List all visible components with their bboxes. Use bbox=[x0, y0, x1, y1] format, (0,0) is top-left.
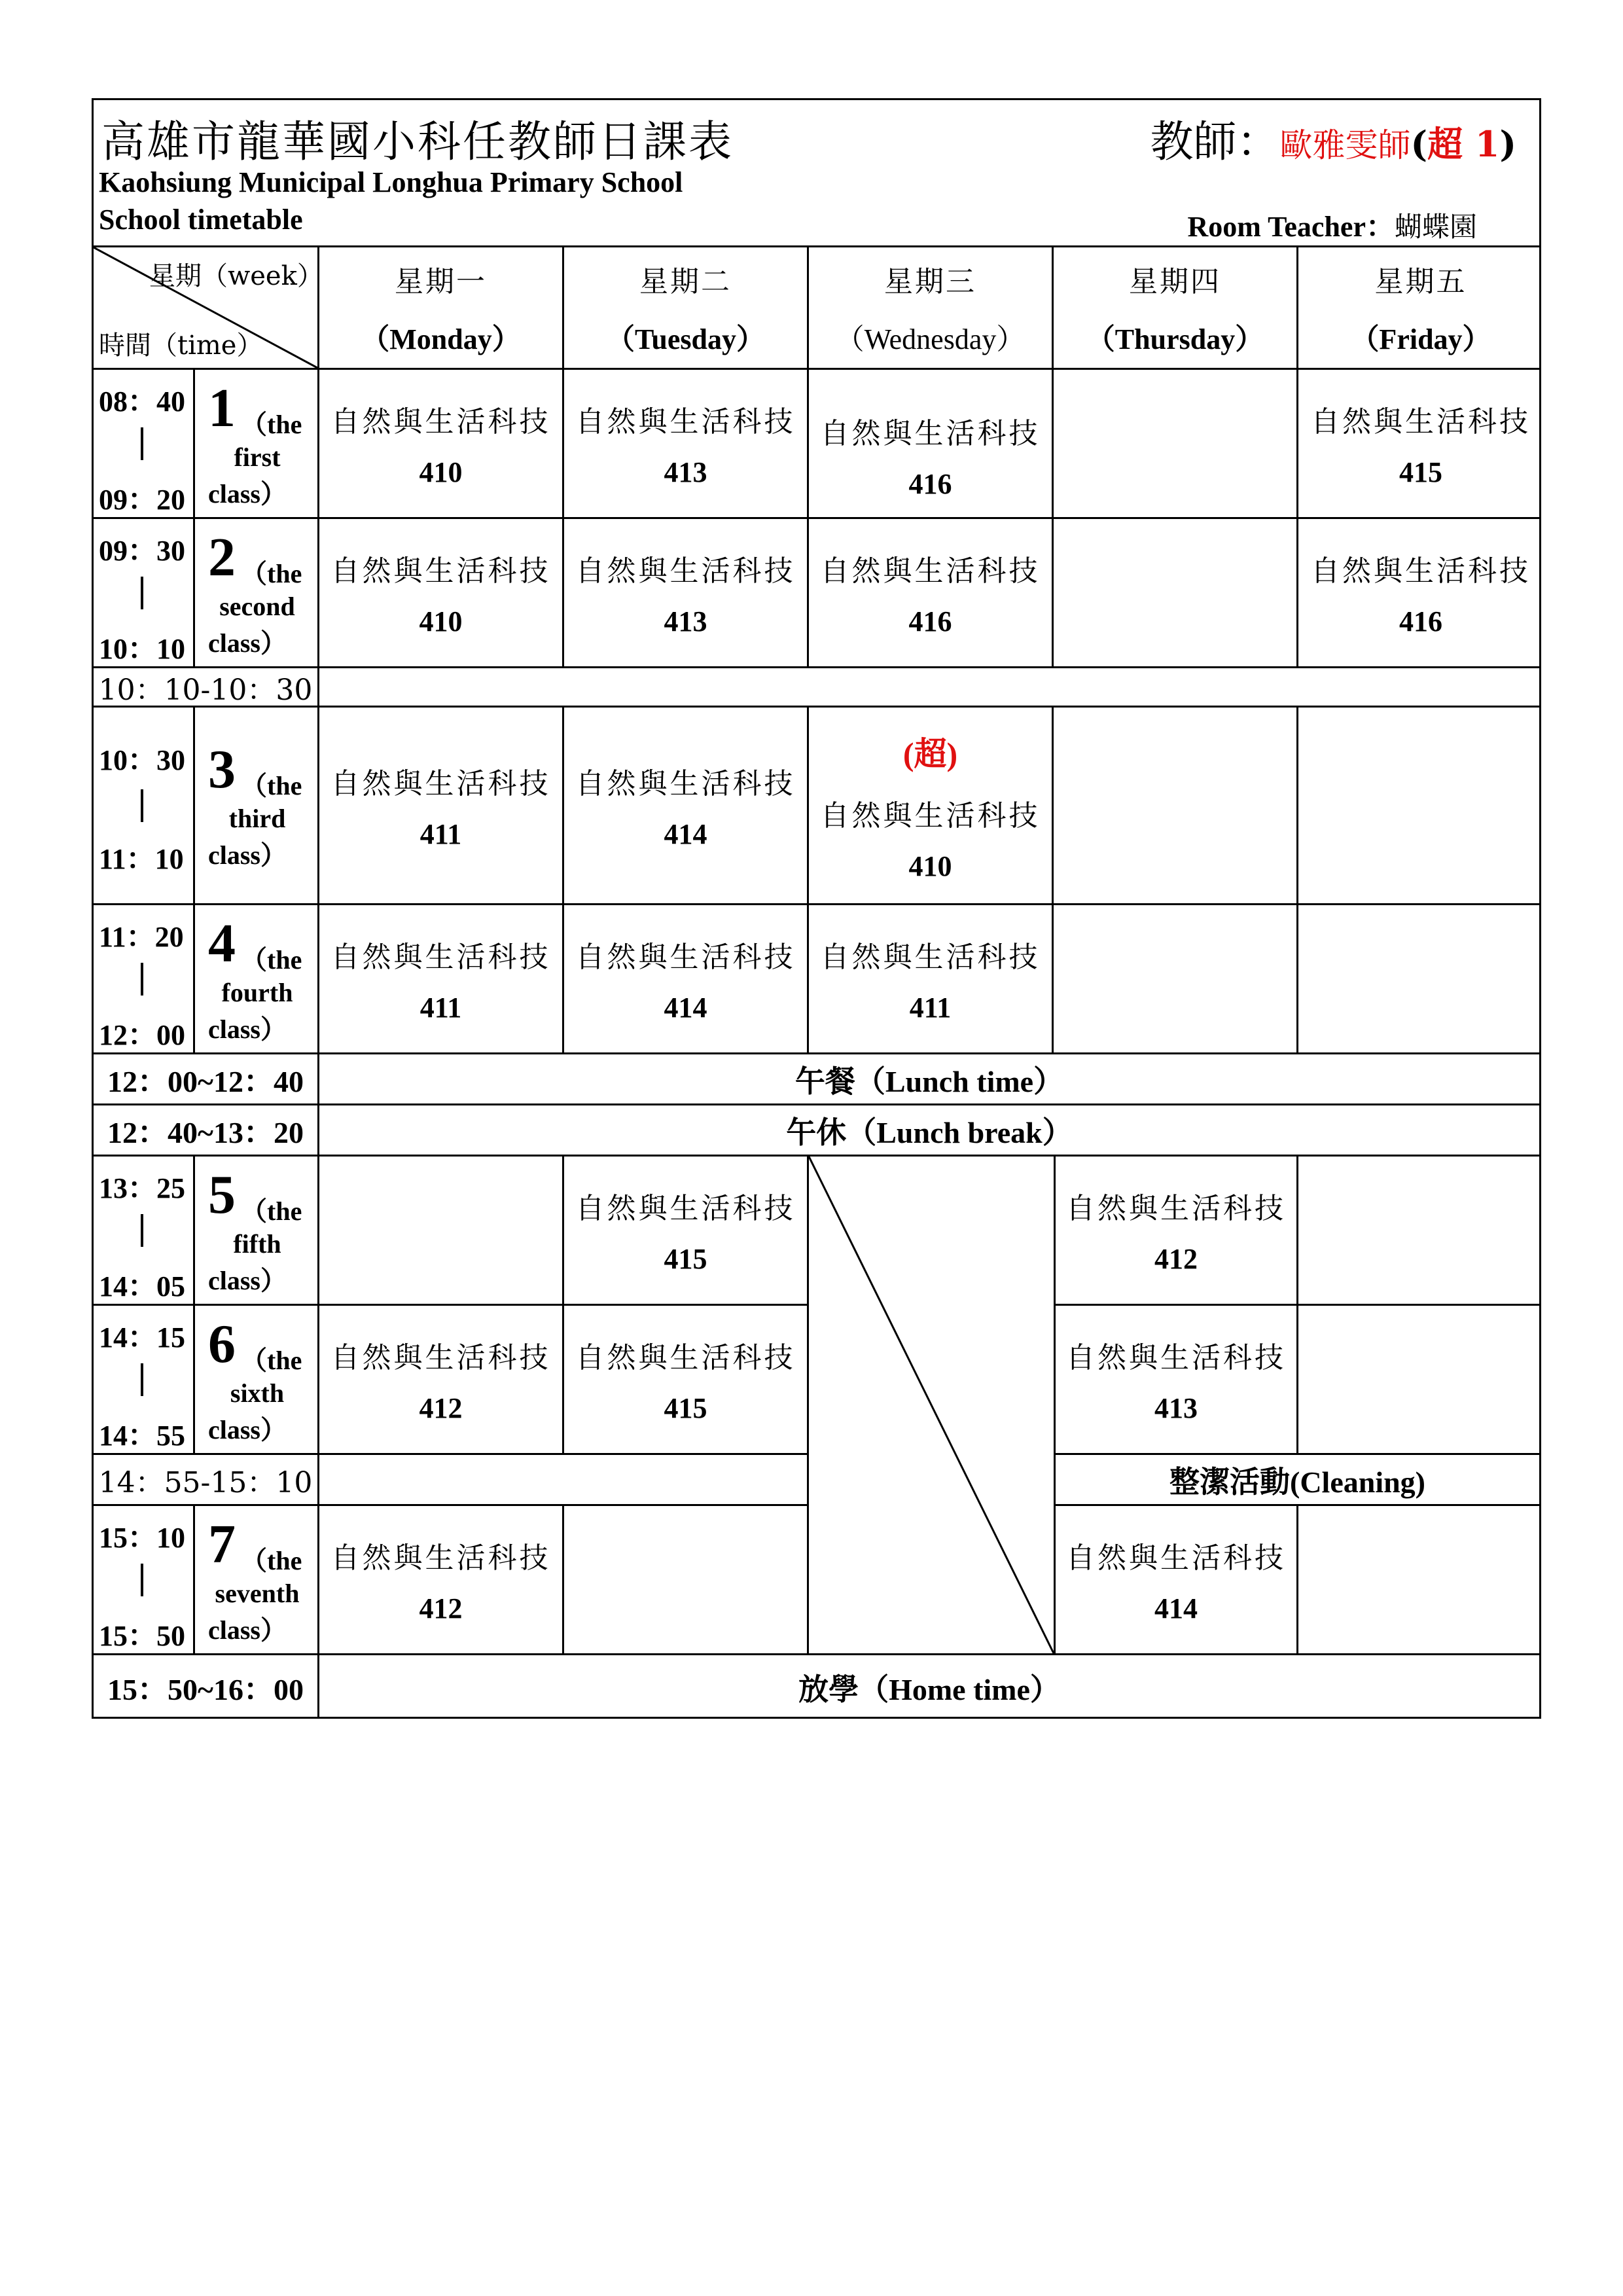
lunch-break-zh: 午休 bbox=[786, 1114, 847, 1150]
slot-wed-2 bbox=[809, 519, 1054, 666]
period-time-cell bbox=[94, 1506, 195, 1653]
slot-fri-4 bbox=[1298, 905, 1543, 1052]
lunch-break-en: （Lunch break） bbox=[846, 1115, 1073, 1149]
subject-name: 自然與生活科技 bbox=[820, 417, 1041, 450]
class-room: 413 bbox=[664, 456, 707, 488]
period-end: 15：50 bbox=[99, 1620, 185, 1652]
class-room: 411 bbox=[419, 818, 462, 850]
title-block bbox=[94, 100, 1539, 247]
room-teacher bbox=[1187, 203, 1477, 245]
period-ordinal: fifth bbox=[233, 1229, 281, 1259]
cleaning-zh: 整潔活動 bbox=[1169, 1463, 1290, 1499]
slot-thu-1 bbox=[1054, 370, 1298, 517]
period-end: 10：10 bbox=[99, 633, 185, 665]
subject-name: 自然與生活科技 bbox=[330, 767, 551, 800]
period-row-4 bbox=[94, 905, 1539, 1054]
period-the: （the bbox=[241, 1546, 302, 1575]
slot-mon-2 bbox=[319, 519, 564, 666]
subject-name: 自然與生活科技 bbox=[575, 405, 796, 439]
period-ordinal: second bbox=[219, 592, 295, 621]
lunch-time-range: 12：00~12：40 bbox=[107, 1064, 304, 1098]
subject-name: 自然與生活科技 bbox=[820, 554, 1041, 588]
home-time-range: 15：50~16：00 bbox=[107, 1672, 304, 1706]
morning-break-span bbox=[319, 668, 1539, 706]
day-zh: 星期三 bbox=[884, 265, 976, 298]
time-separator bbox=[141, 963, 143, 996]
subject-name: 自然與生活科技 bbox=[1311, 405, 1531, 439]
super-class-mark: (超) bbox=[902, 736, 958, 772]
subject-name: 自然與生活科技 bbox=[820, 799, 1041, 833]
home-time-en: （Home time） bbox=[859, 1672, 1060, 1706]
page-title: 高雄市龍華國小科任教師日課表 bbox=[101, 117, 734, 167]
subject-name: 自然與生活科技 bbox=[820, 941, 1041, 974]
period-number: 7 bbox=[208, 1514, 236, 1575]
slot-tue-3 bbox=[564, 708, 809, 903]
timetable-label-en: School timetable bbox=[99, 204, 303, 236]
school-name-en: Kaohsiung Municipal Longhua Primary School bbox=[99, 166, 683, 198]
lunch-break-range: 12：40~13：20 bbox=[107, 1115, 304, 1149]
period-row-2 bbox=[94, 519, 1539, 668]
period-number: 4 bbox=[208, 913, 236, 974]
slot-tue-5 bbox=[564, 1157, 809, 1304]
period-start: 09：30 bbox=[99, 535, 185, 567]
lunch-break-label bbox=[786, 1109, 1073, 1152]
period-start: 11：20 bbox=[99, 921, 184, 953]
subject-name: 自然與生活科技 bbox=[1066, 1192, 1286, 1225]
period-label-cell bbox=[195, 1157, 319, 1304]
period-start: 10：30 bbox=[99, 744, 185, 776]
time-separator bbox=[141, 1363, 143, 1396]
lunch-time-zh: 午餐 bbox=[794, 1063, 855, 1099]
time-separator bbox=[141, 577, 143, 609]
lunch-break-range-cell bbox=[94, 1105, 319, 1155]
time-separator bbox=[141, 789, 143, 822]
slot-mon-1 bbox=[319, 370, 564, 517]
slot-tue-1 bbox=[564, 370, 809, 517]
period-label-cell bbox=[195, 905, 319, 1052]
slot-tue-6 bbox=[564, 1306, 809, 1453]
slot-fri-7 bbox=[1298, 1506, 1543, 1653]
slot-tue-4 bbox=[564, 905, 809, 1052]
subject-name: 自然與生活科技 bbox=[575, 1341, 796, 1374]
day-en: （Monday） bbox=[361, 323, 521, 355]
day-zh: 星期五 bbox=[1374, 265, 1467, 298]
no-class-diagonal bbox=[809, 1157, 1054, 1653]
slot-fri-6 bbox=[1298, 1306, 1543, 1453]
slot-thu-5 bbox=[1054, 1157, 1298, 1304]
period-time-cell bbox=[94, 1157, 195, 1304]
lunch-time-en: （Lunch time） bbox=[855, 1064, 1064, 1098]
class-room: 412 bbox=[1154, 1243, 1198, 1275]
lunch-break-row bbox=[94, 1105, 1539, 1157]
teacher-extra-open: ( bbox=[1410, 123, 1428, 165]
period-time-cell bbox=[94, 708, 195, 903]
class-room: 414 bbox=[664, 992, 707, 1024]
period-end: 14：55 bbox=[99, 1420, 185, 1452]
slot-fri-2 bbox=[1298, 519, 1543, 666]
period-class: class） bbox=[208, 1415, 287, 1444]
period-the: （the bbox=[241, 559, 302, 588]
day-zh: 星期四 bbox=[1129, 265, 1221, 298]
teacher-extra: 超 1 bbox=[1427, 123, 1500, 165]
period-label-cell bbox=[195, 1506, 319, 1653]
time-separator bbox=[141, 1564, 143, 1596]
lunch-break-span bbox=[319, 1105, 1539, 1155]
period-the: （the bbox=[241, 771, 302, 800]
teacher-name: 歐雅雯師 bbox=[1279, 126, 1411, 164]
class-room: 410 bbox=[419, 456, 463, 488]
room-teacher-name: 蝴蝶園 bbox=[1394, 211, 1477, 243]
period-row-1 bbox=[94, 370, 1539, 519]
day-en: （Wednesday） bbox=[835, 323, 1026, 355]
period-row-3 bbox=[94, 708, 1539, 905]
class-room: 415 bbox=[1399, 456, 1442, 488]
period-class: class） bbox=[208, 1615, 287, 1645]
period-number: 6 bbox=[208, 1314, 236, 1374]
slot-wed-4 bbox=[809, 905, 1054, 1052]
subject-name: 自然與生活科技 bbox=[575, 767, 796, 800]
period-number: 2 bbox=[208, 527, 236, 588]
period-label-cell bbox=[195, 519, 319, 666]
period-class: class） bbox=[208, 1266, 287, 1295]
teacher-info bbox=[1150, 107, 1517, 169]
lunch-time-span bbox=[319, 1054, 1539, 1103]
period-the: （the bbox=[241, 1346, 302, 1375]
period-label-cell bbox=[195, 708, 319, 903]
class-room: 414 bbox=[664, 818, 707, 850]
day-zh: 星期一 bbox=[395, 265, 487, 298]
afternoon-break-empty bbox=[319, 1455, 809, 1504]
corner-time-label: 時間（time） bbox=[99, 331, 263, 361]
class-room: 415 bbox=[664, 1243, 707, 1275]
slot-fri-5 bbox=[1298, 1157, 1543, 1304]
slot-mon-4 bbox=[319, 905, 564, 1052]
class-room: 413 bbox=[664, 605, 707, 637]
slot-tue-2 bbox=[564, 519, 809, 666]
period-the: （the bbox=[241, 410, 302, 439]
period-end: 14：05 bbox=[99, 1270, 185, 1302]
room-teacher-label: Room Teacher： bbox=[1187, 211, 1395, 243]
slot-thu-3 bbox=[1054, 708, 1298, 903]
slot-fri-3 bbox=[1298, 708, 1543, 903]
subject-name: 自然與生活科技 bbox=[1311, 554, 1531, 588]
day-zh: 星期二 bbox=[639, 265, 732, 298]
slot-wed-3 bbox=[809, 708, 1054, 903]
lunch-time-row bbox=[94, 1054, 1539, 1105]
break-time-range: 14：55-15：10 bbox=[98, 1465, 313, 1499]
slot-thu-6 bbox=[1054, 1306, 1298, 1453]
period-class: class） bbox=[208, 628, 287, 658]
subject-name: 自然與生活科技 bbox=[330, 1541, 551, 1575]
slot-thu-2 bbox=[1054, 519, 1298, 666]
afternoon-break-time bbox=[94, 1455, 319, 1504]
day-header-monday bbox=[319, 247, 564, 368]
day-header-wednesday bbox=[809, 247, 1054, 368]
period-start: 14：15 bbox=[99, 1321, 185, 1354]
period-start: 13：25 bbox=[99, 1172, 185, 1204]
subject-name: 自然與生活科技 bbox=[1066, 1541, 1286, 1575]
period-ordinal: first bbox=[234, 442, 281, 472]
day-header-friday bbox=[1298, 247, 1543, 368]
day-en: （Tuesday） bbox=[606, 323, 765, 355]
class-room: 416 bbox=[908, 605, 952, 637]
teacher-extra-close: ) bbox=[1499, 123, 1516, 165]
period-ordinal: fourth bbox=[221, 978, 293, 1007]
period-start: 15：10 bbox=[99, 1522, 185, 1554]
slot-mon-3 bbox=[319, 708, 564, 903]
day-en: （Thursday） bbox=[1086, 323, 1264, 355]
break-time-range: 10：10-10：30 bbox=[98, 673, 313, 707]
cleaning-span bbox=[1054, 1455, 1539, 1504]
morning-break-time bbox=[94, 668, 319, 706]
period-end: 12：00 bbox=[99, 1019, 185, 1051]
class-room: 411 bbox=[419, 992, 462, 1024]
subject-name: 自然與生活科技 bbox=[575, 554, 796, 588]
slot-mon-7 bbox=[319, 1506, 564, 1653]
period-number: 5 bbox=[208, 1164, 236, 1225]
class-room: 410 bbox=[908, 850, 952, 882]
subject-name: 自然與生活科技 bbox=[330, 554, 551, 588]
period-number: 3 bbox=[208, 739, 236, 800]
period-time-cell bbox=[94, 905, 195, 1052]
subject-name: 自然與生活科技 bbox=[330, 1341, 551, 1374]
period-ordinal: sixth bbox=[230, 1378, 285, 1408]
class-room: 412 bbox=[419, 1392, 463, 1424]
class-room: 412 bbox=[419, 1592, 463, 1624]
morning-break-row bbox=[94, 668, 1539, 708]
home-time-zh: 放學 bbox=[798, 1671, 859, 1707]
slot-thu-7 bbox=[1054, 1506, 1298, 1653]
period-class: class） bbox=[208, 1014, 287, 1044]
slot-tue-7 bbox=[564, 1506, 809, 1653]
subject-name: 自然與生活科技 bbox=[575, 941, 796, 974]
time-separator bbox=[141, 1214, 143, 1247]
lunch-time-label bbox=[795, 1058, 1063, 1101]
subject-name: 自然與生活科技 bbox=[330, 405, 551, 439]
period-end: 09：20 bbox=[99, 484, 185, 516]
day-en: （Friday） bbox=[1350, 323, 1491, 355]
period-number: 1 bbox=[208, 378, 236, 439]
day-header-thursday bbox=[1054, 247, 1298, 368]
period-label-cell bbox=[195, 370, 319, 517]
cleaning-label bbox=[1169, 1458, 1425, 1501]
slot-mon-6 bbox=[319, 1306, 564, 1453]
teacher-label: 教師： bbox=[1150, 117, 1280, 167]
home-time-span bbox=[319, 1655, 1539, 1719]
class-room: 411 bbox=[909, 992, 952, 1024]
subject-name: 自然與生活科技 bbox=[1066, 1341, 1286, 1374]
slot-thu-4 bbox=[1054, 905, 1298, 1052]
class-room: 415 bbox=[664, 1392, 707, 1424]
corner-cell bbox=[94, 247, 323, 368]
period-time-cell bbox=[94, 1306, 195, 1453]
time-separator bbox=[141, 427, 143, 460]
lunch-time-range-cell bbox=[94, 1054, 319, 1103]
day-header-tuesday bbox=[564, 247, 809, 368]
slot-fri-1 bbox=[1298, 370, 1543, 517]
home-time-range-cell bbox=[94, 1655, 319, 1719]
period-time-cell bbox=[94, 370, 195, 517]
class-room: 410 bbox=[419, 605, 463, 637]
home-time-label bbox=[798, 1666, 1060, 1709]
class-room: 416 bbox=[908, 468, 952, 500]
period-ordinal: seventh bbox=[215, 1579, 300, 1608]
cleaning-en: (Cleaning) bbox=[1290, 1465, 1425, 1499]
class-room: 414 bbox=[1154, 1592, 1198, 1624]
period-label-cell bbox=[195, 1306, 319, 1453]
subject-name: 自然與生活科技 bbox=[330, 941, 551, 974]
period-class: class） bbox=[208, 479, 287, 509]
subject-name: 自然與生活科技 bbox=[575, 1192, 796, 1225]
period-class: class） bbox=[208, 840, 287, 870]
period-end: 11：10 bbox=[99, 843, 184, 875]
period-the: （the bbox=[241, 1196, 302, 1226]
period-ordinal: third bbox=[228, 804, 286, 833]
class-room: 416 bbox=[1399, 605, 1442, 637]
slot-wed-1 bbox=[809, 370, 1054, 517]
period-start: 08：40 bbox=[99, 386, 185, 418]
period-time-cell bbox=[94, 519, 195, 666]
timetable-sheet bbox=[92, 98, 1541, 1719]
home-time-row bbox=[94, 1655, 1539, 1719]
wednesday-afternoon-empty bbox=[809, 1157, 1054, 1655]
day-header-row bbox=[94, 247, 1539, 370]
corner-week-label: 星期（week） bbox=[149, 261, 323, 291]
slot-mon-5 bbox=[319, 1157, 564, 1304]
class-room: 413 bbox=[1154, 1392, 1198, 1424]
period-the: （the bbox=[241, 945, 302, 975]
